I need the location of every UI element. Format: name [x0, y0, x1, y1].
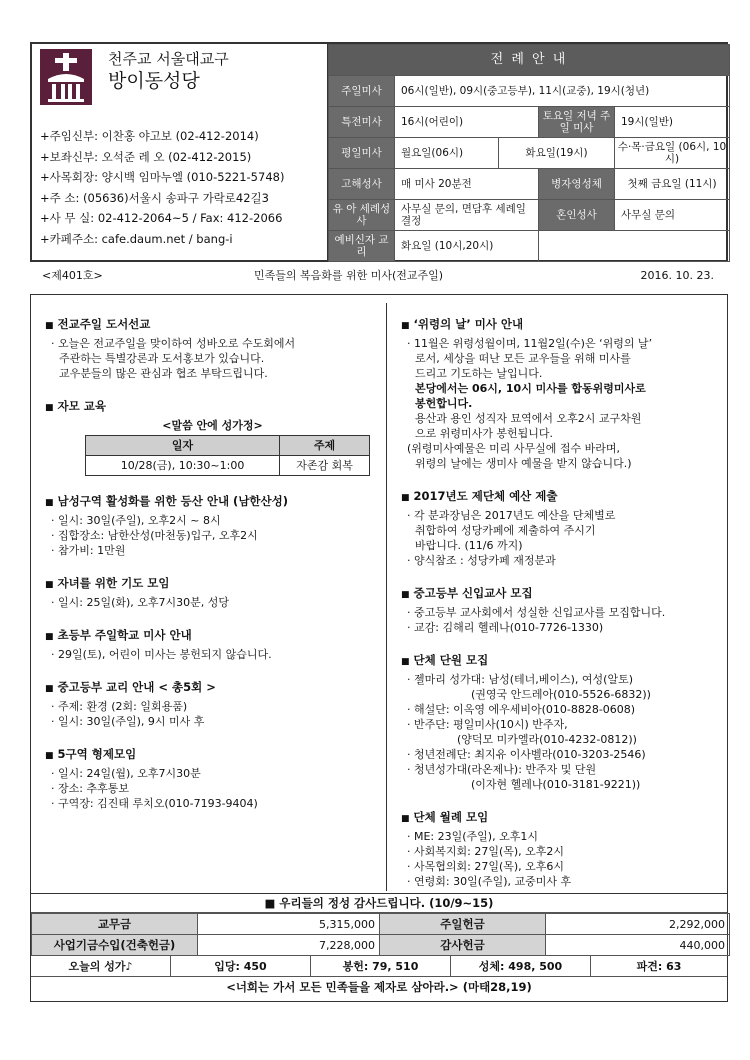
contact-key: +주임신부:: [40, 129, 98, 143]
notice-line: · 양식참조 : 성당카페 재정분과: [407, 554, 556, 567]
notice-line: · 청년전례단: 최지유 이사벨라(010-3203-2546): [407, 748, 646, 761]
notice-line: 으로 위령미사가 봉헌됩니다.: [415, 427, 554, 440]
notice-line: · 일시: 24일(월), 오후7시30분: [51, 767, 201, 780]
notice-line: · 젤마리 성가대: 남성(테너,베이스), 여성(알토): [407, 673, 633, 686]
notice-line: · 일시: 25일(화), 오후7시30분, 성당: [51, 596, 230, 609]
notice-title-text: 남성구역 활성화를 위한 등산 안내 (남한산성): [57, 494, 289, 508]
notice-line: · 29일(토), 어린이 미사는 봉헌되지 않습니다.: [51, 648, 272, 661]
parish-name: 방이동성당: [108, 70, 200, 92]
notice-line: · 중고등부 교사회에서 성실한 신입교사를 모집합니다.: [407, 606, 666, 619]
empty-cell: [539, 231, 730, 262]
contact-key: +사 무 실:: [40, 211, 95, 225]
hymn-entrance: 입당: 450: [171, 956, 311, 976]
issue-bar: [30, 266, 728, 286]
contact-row: [40, 229, 284, 250]
notice-sunday-school: [45, 628, 380, 662]
schedule-table: [328, 44, 730, 262]
notice-line: · 참가비: 1만원: [51, 544, 126, 557]
notice-line: 교우분들의 많은 관심과 협조 부탁드립니다.: [59, 367, 268, 380]
sunday-mass-label: 주일미사: [329, 76, 395, 107]
scripture-verse: <너희는 가서 모든 민족들을 제자로 삼아라.> (마태28,19): [226, 980, 532, 994]
bullet-square-icon: ■: [401, 590, 410, 600]
notice-line: · 11월은 위령성월이며, 11월2일(수)은 ‘위령의 날’: [407, 337, 653, 350]
notice-title-text: 중고등부 신입교사 모집: [413, 586, 533, 600]
infant-baptism-label: 유 아 세례성사: [329, 200, 395, 231]
bulletin-header: [30, 42, 728, 262]
table-header-date: 일자: [86, 436, 280, 456]
notice-title-text: ‘위령의 날’ 미사 안내: [413, 317, 524, 331]
offering-label: 주일헌금: [380, 914, 546, 935]
vigil-mass-label: 특전미사: [329, 107, 395, 138]
contact-value: 양시백 임마누엘 (010-5221-5748): [101, 170, 285, 184]
notice-line: · 오늘은 전교주일을 맞이하여 성바오로 수도회에서: [51, 337, 296, 350]
offering-table: [31, 913, 730, 956]
contact-key: +주 소:: [40, 190, 80, 205]
notice-title: [45, 628, 380, 645]
wed-fri-mass: 수·목·금요일 (06시, 10시): [615, 138, 730, 169]
bullet-square-icon: ■: [45, 498, 54, 508]
notice-line: · 반주단: 평일미사(10시) 반주자,: [407, 718, 568, 731]
notice-district-meeting: [45, 747, 380, 811]
offering-value: 440,000: [546, 935, 730, 956]
notice-youth-catechism: [45, 680, 380, 729]
notice-title-text: 단체 월례 모임: [413, 810, 489, 824]
notice-line: · 연령회: 30일(주일), 교중미사 후: [407, 875, 572, 888]
bullet-square-icon: ■: [45, 632, 54, 642]
notice-title-text: 전교주일 도서선교: [57, 317, 151, 331]
offering-value: 7,228,000: [198, 935, 380, 956]
notice-line: · 교감: 김해리 헬레나(010-7726-1330): [407, 621, 604, 634]
notice-line: (권영국 안드레아(010-5526-6832)): [471, 688, 651, 701]
weekday-mass-label: 평일미사: [329, 138, 395, 169]
notice-line: · 장소: 추후통보: [51, 782, 129, 795]
contact-key: +사목회장:: [40, 170, 98, 184]
saturday-mass-label: 토요일 저녁 주일 미사: [539, 107, 615, 138]
notice-title-text: 단체 단원 모집: [413, 653, 489, 667]
offering-value: 2,292,000: [546, 914, 730, 935]
thanks-title: ■ 우리들의 정성 감사드립니다. (10/9~15): [31, 894, 727, 913]
church-info: [32, 44, 325, 262]
notice-title: [401, 489, 723, 506]
notice-line: · 각 분과장님은 2017년도 예산을 단체별로: [407, 509, 616, 522]
hymn-communion: 성체: 498, 500: [451, 956, 591, 976]
notice-title: [45, 399, 380, 416]
notice-line: · 일시: 30일(주일), 9시 미사 후: [51, 715, 205, 728]
bullet-square-icon: ■: [401, 321, 410, 331]
offering-label: 교무금: [32, 914, 198, 935]
bullet-square-icon: ■: [45, 403, 54, 413]
notice-title: [401, 317, 723, 334]
notice-teacher-recruit: [401, 586, 723, 635]
saturday-mass-time: 19시(일반): [615, 107, 730, 138]
notice-mission-books: [45, 317, 380, 381]
liturgy-schedule: [327, 44, 728, 262]
bullet-square-icon: ■: [45, 751, 54, 761]
notice-line: · 해설단: 이옥영 에우세비아(010-8828-0608): [407, 703, 636, 716]
notice-line: · 구역장: 김진태 루치오(010-7193-9404): [51, 797, 258, 810]
notice-mothers-education: [45, 399, 380, 476]
wedding-label: 혼인성사: [539, 200, 615, 231]
contact-key: +카페주소:: [40, 231, 98, 246]
sick-communion-time: 첫째 금요일 (11시): [615, 169, 730, 200]
wedding-info: 사무실 문의: [615, 200, 730, 231]
notice-line: · 사회복지회: 27일(목), 오후2시: [407, 845, 565, 858]
notice-line: 위령의 날에는 생미사 예물을 받지 않습니다.): [415, 457, 632, 470]
right-column: [401, 317, 723, 907]
notice-member-recruit: [401, 653, 723, 792]
confession-time: 매 미사 20분전: [395, 169, 539, 200]
church-name: [108, 50, 229, 93]
contact-value: 02-412-2064~5 / Fax: 412-2066: [97, 211, 283, 225]
monday-mass: 월요일(06시): [395, 138, 499, 169]
notice-hiking: [45, 494, 380, 558]
notice-title: [45, 494, 380, 511]
bullet-square-icon: ■: [45, 321, 54, 331]
vigil-mass-time: 16시(어린이): [395, 107, 539, 138]
contact-value: cafe.daum.net / bang-i: [101, 231, 233, 246]
notice-all-souls: [401, 317, 723, 471]
notices-area: [30, 294, 728, 894]
table-cell-date: 10/28(금), 10:30~1:00: [86, 456, 280, 476]
notice-title-text: 자모 교육: [57, 399, 106, 413]
notice-title-text: 2017년도 제단체 예산 제출: [413, 489, 558, 503]
sick-communion-label: 병자영성체: [539, 169, 615, 200]
notice-title: [45, 317, 380, 334]
contact-row: [40, 188, 284, 209]
contact-key: +보좌신부:: [40, 149, 98, 164]
notice-line: 바랍니다. (11/6 까지): [415, 539, 523, 552]
offering-summary: [30, 894, 728, 1002]
notice-title: [45, 747, 380, 764]
notice-line: (위령미사예물은 미리 사무실에 접수 바라며,: [407, 442, 621, 455]
notice-line: · 일시: 30일(주일), 오후2시 ~ 8시: [51, 514, 221, 527]
notice-line: · 청년성가대(라온제나): 반주자 및 단원: [407, 763, 597, 776]
contact-row: [40, 208, 284, 229]
notice-line: · 사목협의회: 27일(목), 오후6시: [407, 860, 565, 873]
notice-title: [45, 576, 380, 593]
issue-date: 2016. 10. 23.: [640, 269, 714, 282]
table-cell-topic: 자존감 회복: [280, 456, 370, 476]
notice-line: 용산과 용인 성직자 묘역에서 오후2시 교구차원: [415, 412, 642, 425]
column-divider: [386, 303, 387, 891]
offering-label: 사업기금수입(건축헌금): [32, 935, 198, 956]
church-logo-icon: [40, 49, 92, 105]
education-subtitle: <말씀 안에 성가정>: [162, 419, 263, 432]
tuesday-mass: 화요일(19시): [499, 138, 615, 169]
issue-number: <제401호>: [42, 269, 103, 282]
sunday-mass-times: 06시(일반), 09시(중고등부), 11시(교중), 19시(청년): [395, 76, 730, 107]
hymn-recessional: 파견: 63: [636, 960, 682, 973]
notice-title: [401, 586, 723, 603]
contact-value: 오석준 레 오 (02-412-2015): [101, 149, 252, 164]
bullet-square-icon: ■: [45, 580, 54, 590]
contact-row: [40, 126, 284, 147]
notice-budget: [401, 489, 723, 568]
hymn-label: 오늘의 성가♪: [31, 956, 171, 976]
schedule-title: 전 례 안 내: [329, 45, 730, 76]
contact-value: 이찬홍 야고보 (02-412-2014): [101, 129, 259, 143]
notice-title: [401, 810, 723, 827]
notice-title: [45, 680, 380, 697]
notice-line: 주관하는 특별강론과 도서홍보가 있습니다.: [59, 352, 265, 365]
bullet-square-icon: ■: [45, 684, 54, 694]
contact-row: [40, 147, 284, 168]
issue-theme: 민족들의 복음화를 위한 미사(전교주일): [254, 269, 444, 282]
hymn-numbers: [31, 956, 727, 977]
notice-title-text: 중고등부 교리 안내 < 총5회 >: [57, 680, 216, 694]
notice-title-text: 초등부 주일학교 미사 안내: [57, 628, 192, 642]
confession-label: 고해성사: [329, 169, 395, 200]
left-column: [45, 317, 380, 829]
notice-line: 로서, 세상을 떠난 모든 교우들을 위해 미사를: [415, 352, 631, 365]
notice-line: · 주제: 환경 (2회: 일회용품): [51, 700, 188, 713]
notice-line: 취합하여 성당카페에 제출하여 주시기: [415, 524, 596, 537]
offering-value: 5,315,000: [198, 914, 380, 935]
hymn-offertory: 봉헌: 79, 510: [311, 956, 451, 976]
notice-title-text: 자녀를 위한 기도 모임: [57, 576, 170, 590]
offering-label: 감사헌금: [380, 935, 546, 956]
education-table: [85, 435, 370, 476]
contact-list: [40, 126, 284, 249]
notice-line: · ME: 23일(주일), 오후1시: [407, 830, 538, 843]
infant-baptism-info: 사무실 문의, 면담후 세례일 결정: [395, 200, 539, 231]
notice-title-text: 5구역 형제모임: [57, 747, 137, 761]
catechumen-time: 화요일 (10시,20시): [395, 231, 539, 262]
contact-value: (05636)서울시 송파구 가락로42길3: [83, 190, 269, 205]
diocese-name: 천주교 서울대교구: [108, 50, 229, 68]
contact-row: [40, 167, 284, 188]
notice-title: [401, 653, 723, 670]
bullet-square-icon: ■: [401, 657, 410, 667]
notice-children-prayer: [45, 576, 380, 610]
notice-monthly-meetings: [401, 810, 723, 889]
table-header-topic: 주제: [280, 436, 370, 456]
notice-line: 본당에서는 06시, 10시 미사를 합동위령미사로: [415, 382, 646, 395]
notice-line: (이자현 헬레나(010-3181-9221)): [471, 778, 641, 791]
catechumen-label: 예비신자 교 리: [329, 231, 395, 262]
notice-line: 드리고 기도하는 날입니다.: [415, 367, 543, 380]
notice-line: (양덕모 미카엘라(010-4232-0812)): [457, 733, 637, 746]
bullet-square-icon: ■: [401, 493, 410, 503]
notice-line: 봉헌합니다.: [415, 397, 473, 410]
bullet-square-icon: ■: [401, 814, 410, 824]
notice-line: · 집합장소: 남한산성(마천동)입구, 오후2시: [51, 529, 258, 542]
